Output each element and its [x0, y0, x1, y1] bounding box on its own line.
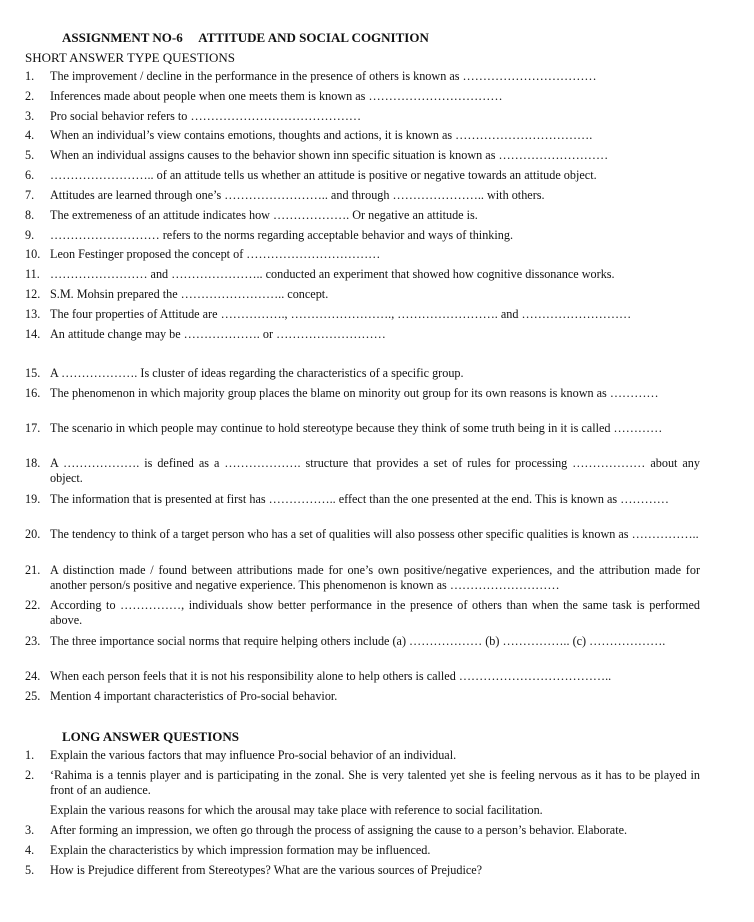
question-number: 15.	[25, 366, 41, 380]
short-question	[25, 669, 700, 684]
section-subtitle-short: SHORT ANSWER TYPE QUESTIONS	[25, 50, 236, 65]
question-number: 21.	[25, 563, 41, 577]
question-number: 12.	[25, 287, 41, 301]
short-question	[25, 188, 700, 203]
short-question	[25, 689, 700, 704]
question-number: 14.	[25, 327, 41, 341]
question-text: The phenomenon in which majority group places the blame on minority out group for its own reasons is known as …………	[50, 386, 659, 400]
question-text: The extremeness of an attitude indicates how ………………. Or negative an attitude is.	[50, 208, 478, 222]
question-number: 8.	[25, 208, 35, 222]
question-number: 22.	[25, 598, 41, 612]
question-text: ‘Rahima is a tennis player and is participating in the zonal. She is very talented yet she is feeling nervous as it has to be played in front of an audience.	[50, 768, 700, 797]
question-text: An attitude change may be ………………. or ………………………	[50, 327, 386, 341]
short-question	[25, 456, 700, 486]
long-question	[25, 768, 700, 798]
question-text: When an individual’s view contains emotions, thoughts and actions, it is known as …………………………….	[50, 128, 593, 142]
question-text: Explain the various reasons for which the arousal may take place with reference to social facilitation.	[50, 803, 543, 817]
question-text: Inferences made about people when one meets them is known as ……………………………	[50, 89, 503, 103]
question-text: According to ……………, individuals show better performance in the presence of others than when the same task is performed above.	[50, 598, 700, 627]
short-question	[25, 307, 700, 322]
long-question	[25, 803, 700, 818]
question-number: 2.	[25, 768, 35, 782]
short-question	[25, 109, 700, 124]
question-number: 16.	[25, 386, 41, 400]
question-number: 10.	[25, 247, 41, 261]
short-question	[25, 634, 700, 649]
question-number: 13.	[25, 307, 41, 321]
question-text: Pro social behavior refers to ……………………………………	[50, 109, 362, 123]
question-text: The tendency to think of a target person who has a set of qualities will also possess other specific qualities is known as ……………..	[50, 527, 699, 541]
short-question	[25, 69, 700, 84]
question-number: 9.	[25, 228, 35, 242]
question-number: 23.	[25, 634, 41, 648]
question-text: The information that is presented at first has …………….. effect than the one presented at the end. This is known as …………	[50, 492, 669, 506]
short-question	[25, 366, 700, 381]
question-text: When each person feels that it is not his responsibility alone to help others is called ………………………………..	[50, 669, 612, 683]
question-text: The three importance social norms that require helping others include (a) ……………… (b) …………….. (c) ……………….	[50, 634, 666, 648]
question-text: S.M. Mohsin prepared the …………………….. concept.	[50, 287, 329, 301]
short-question	[25, 421, 700, 436]
question-text: Mention 4 important characteristics of Pro-social behavior.	[50, 689, 338, 703]
question-text: A ………………. Is cluster of ideas regarding the characteristics of a specific group.	[50, 366, 464, 380]
question-number: 6.	[25, 168, 35, 182]
question-text: The improvement / decline in the performance in the presence of others is known as ……………………………	[50, 69, 597, 83]
short-question	[25, 386, 700, 401]
long-question	[25, 748, 700, 763]
short-question	[25, 228, 700, 243]
section-heading-long: LONG ANSWER QUESTIONS	[62, 729, 239, 744]
short-question	[25, 247, 700, 262]
question-number: 18.	[25, 456, 41, 470]
question-number: 5.	[25, 863, 35, 877]
question-text: Leon Festinger proposed the concept of ……………………………	[50, 247, 381, 261]
question-text: When an individual assigns causes to the behavior shown inn specific situation is known as ………………………	[50, 148, 609, 162]
question-number: 2.	[25, 89, 35, 103]
short-question	[25, 208, 700, 223]
short-question	[25, 168, 700, 183]
question-number: 4.	[25, 128, 35, 142]
question-number: 19.	[25, 492, 41, 506]
short-question	[25, 287, 700, 302]
short-question	[25, 527, 700, 542]
long-question	[25, 863, 700, 878]
short-question	[25, 148, 700, 163]
question-text: …………………….. of an attitude tells us whether an attitude is positive or negative towards an attitude object.	[50, 168, 597, 182]
question-number: 5.	[25, 148, 35, 162]
long-question	[25, 843, 700, 858]
question-text: The scenario in which people may continue to hold stereotype because they think of some truth being in it is called …………	[50, 421, 663, 435]
question-text: After forming an impression, we often go through the process of assigning the cause to a person’s behavior. Elaborate.	[50, 823, 628, 837]
question-number: 11.	[25, 267, 40, 281]
question-number: 25.	[25, 689, 41, 703]
question-text: A distinction made / found between attributions made for one’s own positive/negative experiences, and the attribution made for another person/s positive and negative experience. This phenomenon is known as ………………………	[50, 563, 700, 592]
question-number	[25, 803, 50, 818]
question-number: 4.	[25, 843, 35, 857]
question-text: A ………………. is defined as a ………………. structure that provides a set of rules for processing ……………… about any object.	[50, 456, 700, 485]
question-number: 1.	[25, 69, 35, 83]
short-question	[25, 598, 700, 628]
short-question	[25, 327, 700, 342]
question-number: 3.	[25, 823, 35, 837]
short-question	[25, 267, 700, 282]
question-text: Explain the characteristics by which impression formation may be influenced.	[50, 843, 431, 857]
short-question	[25, 89, 700, 104]
long-question	[25, 823, 700, 838]
question-number: 17.	[25, 421, 41, 435]
question-number: 3.	[25, 109, 35, 123]
question-text: ……………………… refers to the norms regarding acceptable behavior and ways of thinking.	[50, 228, 514, 242]
question-text: …………………… and ………………….. conducted an experiment that showed how cognitive dissonance works.	[50, 267, 615, 281]
question-text: The four properties of Attitude are ……………., ……………………., ……………………. and ………………………	[50, 307, 632, 321]
question-text: How is Prejudice different from Stereotypes? What are the various sources of Prejudice?	[50, 863, 483, 877]
question-number: 20.	[25, 527, 41, 541]
short-question	[25, 492, 700, 507]
question-text: Attitudes are learned through one’s …………………….. and through ………………….. with others.	[50, 188, 545, 202]
assignment-title: ASSIGNMENT NO-6 ATTITUDE AND SOCIAL COGNITION	[62, 30, 429, 45]
question-number: 1.	[25, 748, 35, 762]
short-question	[25, 563, 700, 593]
short-question	[25, 128, 700, 143]
question-number: 24.	[25, 669, 41, 683]
question-number: 7.	[25, 188, 35, 202]
question-text: Explain the various factors that may influence Pro-social behavior of an individual.	[50, 748, 457, 762]
